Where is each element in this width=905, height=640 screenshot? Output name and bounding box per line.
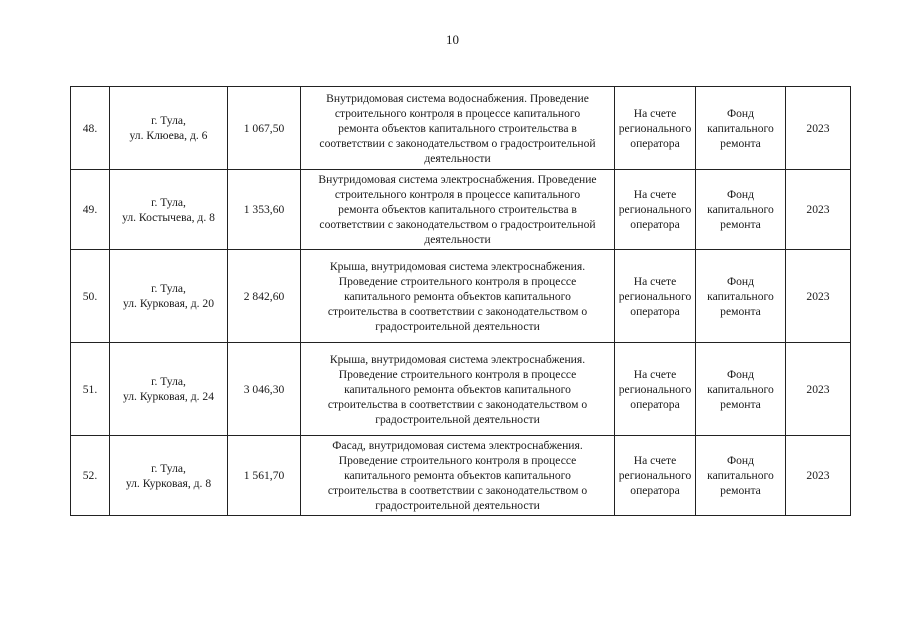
account-line: оператора: [630, 397, 680, 411]
table-row: [71, 87, 851, 170]
row-number-cell: [71, 343, 110, 436]
address-cell: [110, 343, 228, 436]
year-cell: [786, 250, 851, 343]
area-cell: [228, 343, 301, 436]
account-cell: [615, 343, 696, 436]
account-line: На счете: [633, 274, 677, 288]
address-street: ул. Курковая, д. 20: [122, 297, 215, 310]
funding-source-line: Фонд: [726, 274, 755, 288]
work-description-line: градостроительной деятельности: [375, 319, 540, 333]
work-description-cell: [301, 87, 615, 170]
funding-source-cell: [696, 343, 786, 436]
funding-source-cell: [696, 250, 786, 343]
row-number: 49.: [82, 203, 98, 216]
account-line: На счете: [633, 188, 677, 201]
funding-source-line: ремонта: [720, 397, 761, 411]
area-value: 1 067,50: [243, 121, 285, 135]
row-number: 51.: [82, 382, 98, 396]
table-row: [71, 170, 851, 250]
address-cell: [110, 170, 228, 250]
funding-source-line: Фонд: [726, 188, 755, 201]
work-description-line: Внутридомовая система электроснабжения. Проведение: [318, 173, 597, 186]
funding-source-line: ремонта: [720, 304, 761, 318]
address-street: ул. Костычева, д. 8: [122, 210, 215, 224]
address-city: г. Тула,: [151, 375, 186, 388]
area-value: 1 561,70: [243, 469, 285, 482]
address-street: ул. Курковая, д. 8: [125, 476, 212, 490]
account-line: На счете: [633, 367, 677, 381]
area-cell: [228, 250, 301, 343]
work-description-cell: [301, 343, 615, 436]
funding-source-line: Фонд: [726, 454, 755, 467]
work-description-line: Внутридомовая система водоснабжения. Проведение: [326, 91, 589, 105]
year-cell: [786, 436, 851, 516]
row-number: 52.: [82, 469, 98, 482]
account-line: регионального: [618, 203, 692, 216]
work-description-line: Крыша, внутридомовая система электроснабжения.: [329, 352, 586, 366]
work-description-line: строительства в соответствии с законодательством о: [327, 484, 588, 497]
work-description-line: капитального ремонта объектов капитального: [344, 289, 571, 303]
address-city: г. Тула,: [151, 195, 186, 209]
funding-source-cell: [696, 87, 786, 170]
repair-schedule-table: [70, 86, 851, 516]
year-cell: [786, 343, 851, 436]
address-city: г. Тула,: [151, 461, 186, 475]
row-number-cell: [71, 170, 110, 250]
work-description-line: градостроительной деятельности: [375, 499, 540, 512]
work-description-line: градостроительной деятельности: [375, 412, 540, 426]
year-value: 2023: [806, 469, 830, 482]
year-value: 2023: [806, 203, 830, 216]
address-cell: [110, 436, 228, 516]
work-description-line: соответствии с законодательством о градостроительной: [319, 218, 596, 231]
address-street: ул. Курковая, д. 24: [122, 390, 215, 403]
account-line: регионального: [618, 469, 692, 482]
row-number-cell: [71, 250, 110, 343]
address-street: ул. Клюева, д. 6: [129, 129, 208, 142]
funding-source-line: Фонд: [726, 106, 755, 120]
funding-source-line: капитального: [707, 469, 774, 482]
account-cell: [615, 170, 696, 250]
area-cell: [228, 170, 301, 250]
account-cell: [615, 436, 696, 516]
work-description-line: Проведение строительного контроля в процессе: [338, 367, 577, 381]
year-value: 2023: [806, 382, 830, 396]
account-cell: [615, 250, 696, 343]
account-line: оператора: [630, 218, 680, 231]
area-cell: [228, 87, 301, 170]
funding-source-line: капитального: [707, 121, 774, 135]
address-cell: [110, 250, 228, 343]
table-row: [71, 250, 851, 343]
year-value: 2023: [806, 121, 830, 135]
work-description-line: Проведение строительного контроля в процессе: [338, 454, 577, 467]
work-description-line: строительного контроля в процессе капитального: [334, 188, 581, 201]
row-number-cell: [71, 87, 110, 170]
funding-source-line: ремонта: [720, 218, 761, 231]
funding-source-cell: [696, 170, 786, 250]
area-value: 2 842,60: [243, 289, 285, 303]
row-number: 50.: [82, 289, 98, 303]
funding-source-line: ремонта: [720, 136, 761, 150]
year-cell: [786, 87, 851, 170]
address-cell: [110, 87, 228, 170]
funding-source-line: Фонд: [726, 367, 755, 381]
work-description-line: капитального ремонта объектов капитального: [344, 382, 571, 396]
year-cell: [786, 170, 851, 250]
account-line: На счете: [633, 454, 677, 467]
work-description-line: строительства в соответствии с законодательством о: [327, 304, 588, 318]
account-line: регионального: [618, 289, 692, 303]
work-description-cell: [301, 170, 615, 250]
work-description-line: строительного контроля в процессе капитального: [334, 106, 581, 120]
row-number-cell: [71, 436, 110, 516]
work-description-line: деятельности: [424, 151, 491, 165]
account-line: оператора: [630, 136, 680, 150]
work-description-line: деятельности: [424, 233, 491, 246]
account-line: оператора: [630, 484, 680, 497]
account-cell: [615, 87, 696, 170]
work-description-line: капитального ремонта объектов капитального: [344, 469, 571, 482]
table-body: [71, 87, 851, 516]
table-row: [71, 436, 851, 516]
funding-source-cell: [696, 436, 786, 516]
year-value: 2023: [806, 289, 830, 303]
work-description-line: ремонта объектов капитального строительства в: [338, 121, 577, 135]
funding-source-line: ремонта: [720, 484, 761, 497]
work-description-line: Фасад, внутридомовая система электроснабжения.: [332, 439, 583, 452]
area-cell: [228, 436, 301, 516]
work-description-line: Крыша, внутридомовая система электроснабжения.: [329, 259, 586, 273]
account-line: регионального: [618, 382, 692, 396]
funding-source-line: капитального: [707, 382, 774, 396]
area-value: 3 046,30: [243, 382, 285, 396]
row-number: 48.: [82, 121, 98, 135]
account-line: регионального: [618, 121, 692, 135]
account-line: На счете: [633, 106, 677, 120]
address-city: г. Тула,: [151, 114, 186, 127]
table-row: [71, 343, 851, 436]
account-line: оператора: [630, 304, 680, 318]
work-description-cell: [301, 436, 615, 516]
page-number: 10: [446, 32, 459, 47]
funding-source-line: капитального: [707, 289, 774, 303]
work-description-line: соответствии с законодательством о градостроительной: [319, 136, 596, 150]
work-description-line: строительства в соответствии с законодательством о: [327, 397, 588, 411]
work-description-line: Проведение строительного контроля в процессе: [338, 274, 577, 288]
area-value: 1 353,60: [243, 203, 285, 216]
work-description-cell: [301, 250, 615, 343]
funding-source-line: капитального: [707, 203, 774, 216]
address-city: г. Тула,: [151, 282, 186, 295]
work-description-line: ремонта объектов капитального строительства в: [338, 203, 577, 216]
